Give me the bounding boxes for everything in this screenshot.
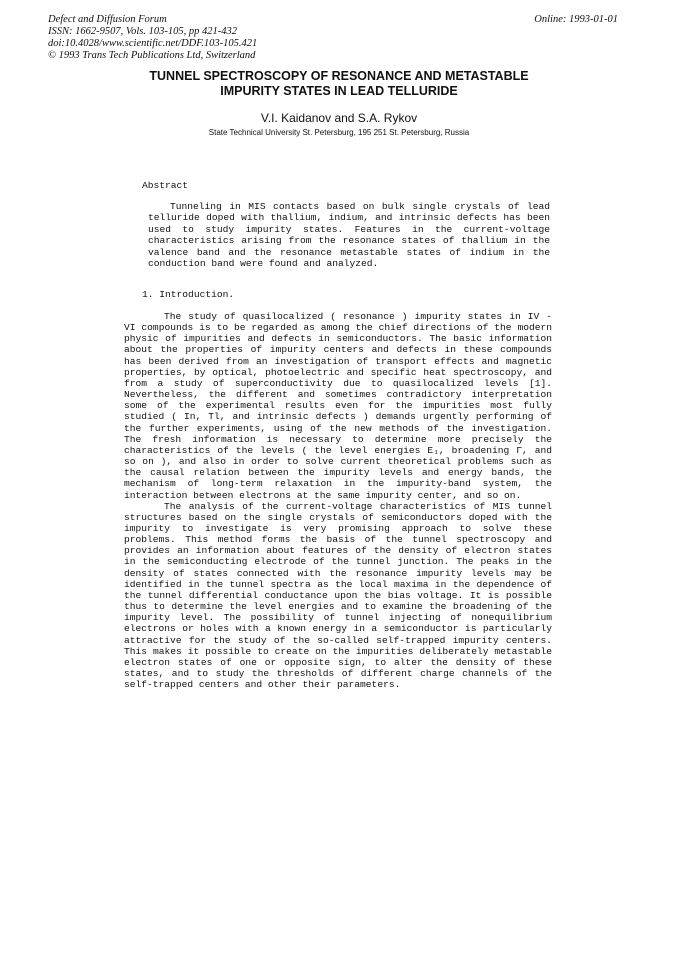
introduction-paragraph-1: The study of quasilocalized ( resonance ) impurity states in IV - VI compounds is to be regarded as among the chief directions of the modern physic of impurities and defects in semiconductors. The basic information about the properties of impurity centers and defects in these compounds has been derived from an investigation of transport effects and magnetic properties, by optical, photoelectric and specific heat spectroscopy, and from a study of superconductivity due to quasilocalized levels [1]. Nevertheless, the different and sometimes contradictory interpretation some of the experimental results even for the impurities most fully studied ( In, Tl, and intrinsic defects ) demands urgently performing of the further experiments, using of the new methods of the investigation. The fresh information is necessary to determine more precisely the characteristics of the levels ( the level energies E₁, broadening Γ, and so on ), and also in order to solve current theoretical problems such as the causal relation between the impurity levels and energy bands, the mechanism of long-term relaxation in the impurity-band system, the interaction between electrons at the same impurity center, and so on. — [124, 311, 552, 501]
journal-name: Defect and Diffusion Forum — [48, 14, 167, 25]
section-heading-introduction: 1. Introduction. — [142, 289, 235, 300]
paper-affiliation: State Technical University St. Petersburg, 195 251 St. Petersburg, Russia — [208, 128, 470, 137]
online-date: Online: 1993-01-01 — [534, 14, 618, 25]
introduction-body — [124, 311, 552, 690]
paper-title-line-2: IMPURITY STATES IN LEAD TELLURIDE — [220, 84, 458, 98]
journal-doi: doi:10.4028/www.scientific.net/DDF.103-105.421 — [48, 38, 258, 49]
paper-authors: V.I. Kaidanov and S.A. Rykov — [260, 111, 418, 125]
abstract-heading: Abstract — [142, 180, 189, 191]
paper-title-line-1: TUNNEL SPECTROSCOPY OF RESONANCE AND METASTABLE — [149, 69, 529, 83]
abstract-body — [148, 201, 550, 269]
journal-copyright: © 1993 Trans Tech Publications Ltd, Switzerland — [48, 50, 256, 61]
journal-issn: ISSN: 1662-9507, Vols. 103-105, pp 421-432 — [48, 26, 237, 37]
introduction-paragraph-2: The analysis of the current-voltage characteristics of MIS tunnel structures based on the single crystals of semiconductors doped with the impurity to investigate is very promising approach to solve these problems. This method forms the basis of the tunnel spectroscopy and provides an information about features of the density of electron states in the semiconducting electrode of the tunnel junction. The peaks in the density of states connected with the resonance impurity levels may be identified in the tunnel spectra as the local maxima in the dependence of the tunnel differential conductance upon the bias voltage. It is possible thus to determine the level energies and to examine the broadening of the impurity level. The possibility of tunnel injecting of nonequilibrium electrons or holes with a known energy in a semiconductor is particularly attractive for the study of the so-called self-trapped impurity centers. This makes it possible to create on the impurities deliberately metastable electron states of one or opposite sign, to alter the density of these states, and to study the thresholds of different charge channels of the self-trapped centers and other their parameters. — [124, 500, 552, 691]
paper-title — [0, 69, 678, 99]
abstract-text: Tunneling in MIS contacts based on bulk single crystals of lead telluride doped with thallium, indium, and intrinsic defects has been used to study impurity states. Features in the current-voltage characteristics arising from the resonance states of thallium in the valence band and the resonance metastable states of indium in the conduction band were found and analyzed. — [148, 201, 550, 270]
journal-citation — [48, 14, 257, 62]
